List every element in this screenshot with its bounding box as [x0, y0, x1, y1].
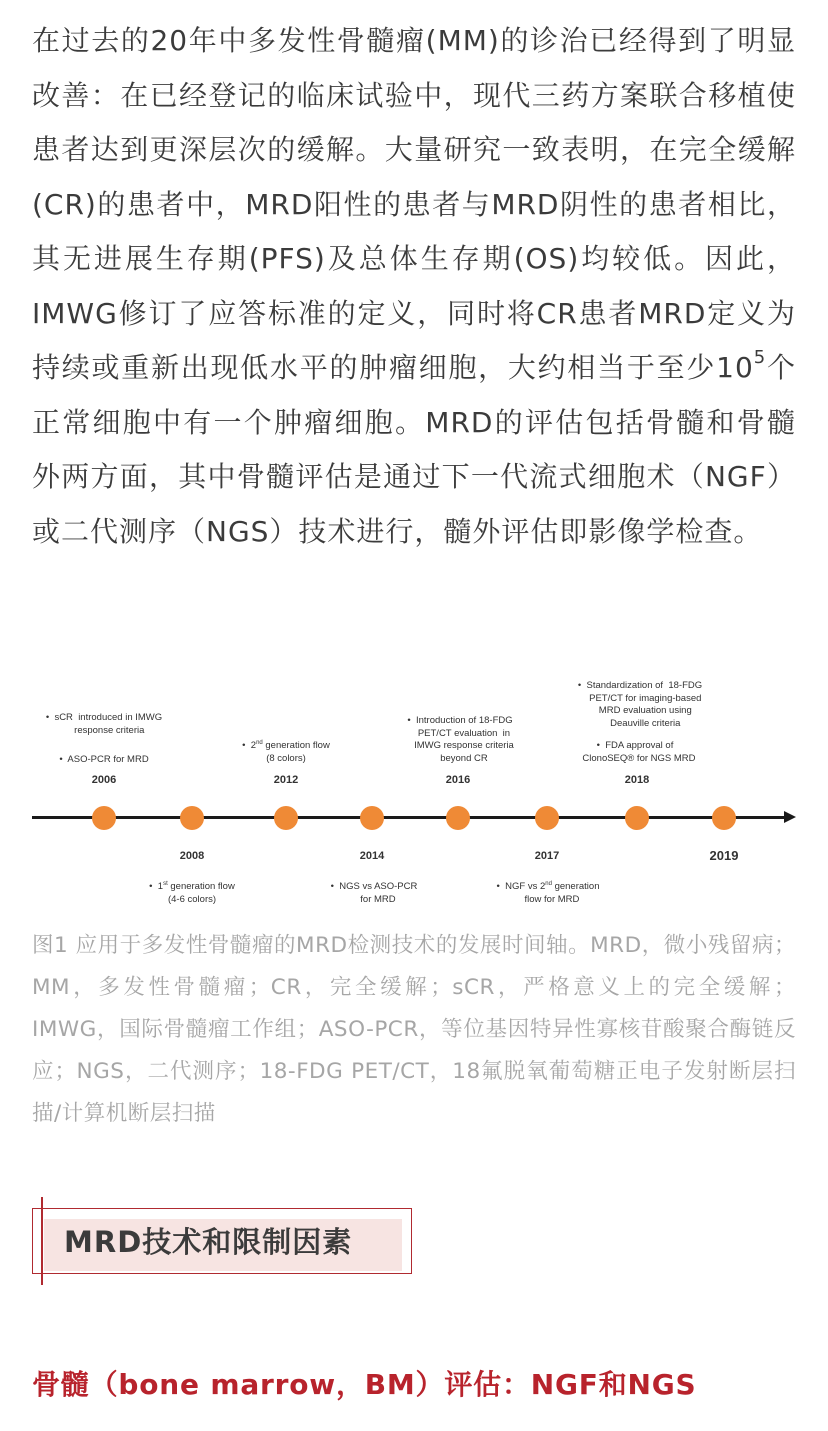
event-2012-flow: • 2nd generation flow (8 colors): [242, 740, 330, 764]
timeline-axis: [32, 816, 784, 819]
timeline-dot-2019: [712, 806, 736, 830]
figure-caption: 图1 应用于多发性骨髓瘤的MRD检测技术的发展时间轴。MRD，微小残留病；MM，多发性骨髓瘤；CR，完全缓解；sCR，严格意义上的完全缓解；IMWG，国际骨髓瘤工作组；ASO-PCR，等位基因特异性寡核苷酸聚合酶链反应；NGS，二代测序；18-FDG PET/CT，18氟脱氧葡萄糖正电子发射断层扫描/计算机断层扫描: [32, 933, 796, 1126]
event-2018-standardization: • Standardization of 18-FDG PET/CT for imaging-based MRD evaluation using Deauville criteria: [577, 680, 703, 729]
intro-text-2: 个正常细胞中有一个肿瘤细胞。MRD的评估包括骨髓和骨髓外两方面，其中骨髓评估是通过下一代流式细胞术（NGF）或二代测序（NGS）技术进行，髓外评估即影像学检查。: [32, 351, 796, 548]
timeline-dot-2006: [92, 806, 116, 830]
timeline-dot-2017: [535, 806, 559, 830]
year-label-2018: 2018: [624, 774, 650, 786]
intro-paragraph: [32, 14, 796, 559]
event-2008-flow: • 1st generation flow (4-6 colors): [149, 881, 235, 905]
year-label-2012: 2012: [273, 774, 299, 786]
event-2016-petct: • Introduction of 18-FDG PET/CT evaluation in IMWG response criteria beyond CR: [407, 715, 514, 764]
year-label-2008: 2008: [179, 850, 205, 862]
timeline-dot-2008: [180, 806, 204, 830]
intro-superscript: 5: [753, 347, 767, 368]
event-2017-ngf: • NGF vs 2nd generation flow for MRD: [496, 881, 600, 905]
event-2006-scr: • sCR introduced in IMWG response criteria: [45, 712, 163, 736]
year-label-2017: 2017: [534, 850, 560, 862]
year-label-2016: 2016: [445, 774, 471, 786]
timeline-figure: [32, 660, 802, 920]
year-label-2006: 2006: [91, 774, 117, 786]
timeline-dot-2012: [274, 806, 298, 830]
event-2014-ngs: • NGS vs ASO-PCR for MRD: [330, 881, 418, 905]
timeline-dot-2014: [360, 806, 384, 830]
year-label-2014: 2014: [359, 850, 385, 862]
timeline-dot-2018: [625, 806, 649, 830]
year-label-2019: 2019: [709, 848, 739, 863]
section-heading: MRD技术和限制因素: [64, 1225, 353, 1259]
intro-text-1: 在过去的20年中多发性骨髓瘤(MM)的诊治已经得到了明显改善：在已经登记的临床试验中，现代三药方案联合移植使患者达到更深层次的缓解。大量研究一致表明，在完全缓解(CR)的患者中，MRD阳性的患者与MRD阴性的患者相比，其无进展生存期(PFS)及总体生存期(OS)均较低。因此，IMWG修订了应答标准的定义，同时将CR患者MRD定义为持续或重新出现低水平的肿瘤细胞，大约相当于至少10: [32, 24, 796, 384]
timeline-arrow-icon: [784, 811, 796, 823]
section-heading-accent-bar: [41, 1197, 43, 1285]
event-2006-asopcr: • ASO-PCR for MRD: [59, 754, 149, 765]
event-2018-fda: • FDA approval of ClonoSEQ® for NGS MRD: [582, 740, 696, 764]
timeline-dot-2016: [446, 806, 470, 830]
subsection-heading: 骨髓（bone marrow，BM）评估：NGF和NGS: [32, 1368, 697, 1401]
